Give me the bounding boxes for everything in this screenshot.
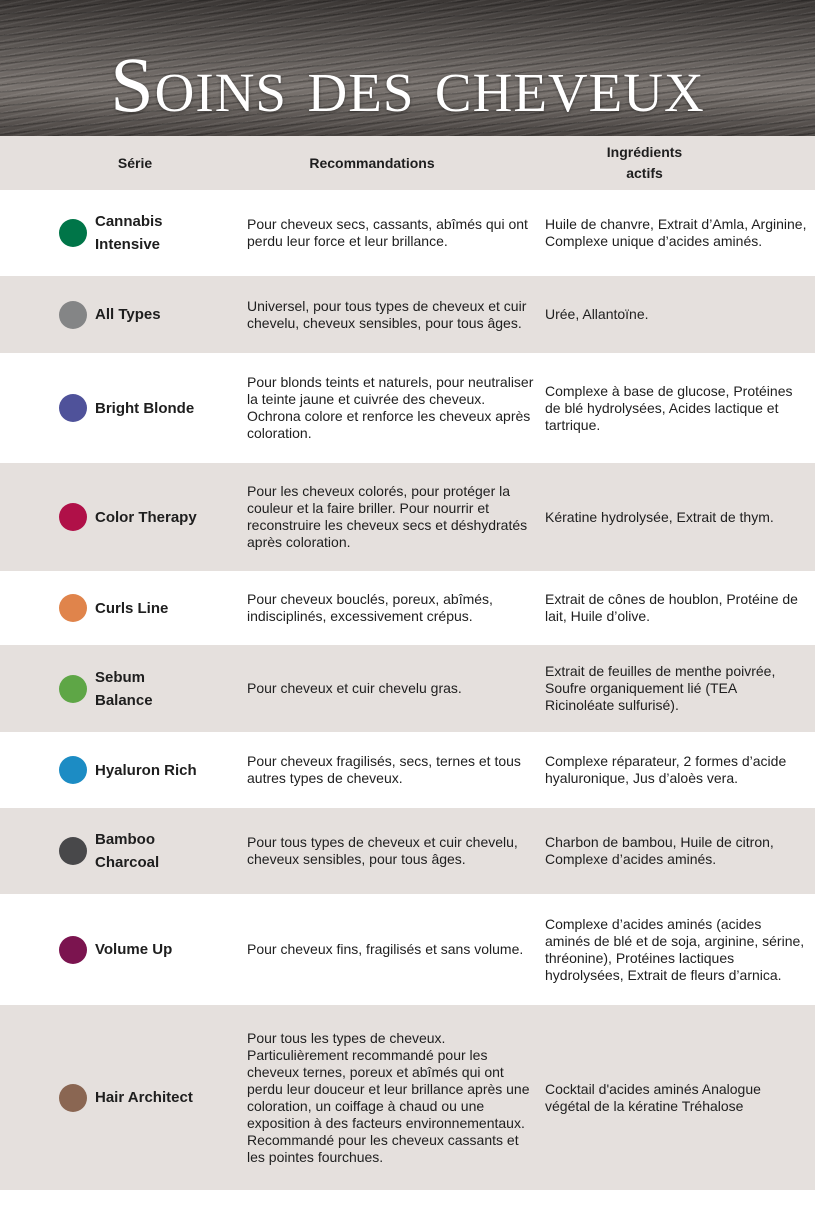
- table-row: [0, 894, 815, 1005]
- recommendation: Universel, pour tous types de cheveux et cuir chevelu, cheveux sensibles, pour tous âges.: [247, 297, 527, 331]
- recommendation: Pour cheveux fragilisés, secs, ternes et tous autres types de cheveux.: [247, 753, 521, 786]
- color-dot: [59, 837, 87, 865]
- ingredients: Huile de chanvre, Extrait d’Amla, Arginine, Complexe unique d’acides aminés.: [545, 216, 807, 249]
- recommendation: Pour cheveux secs, cassants, abîmés qui ont perdu leur force et leur brillance.: [247, 216, 528, 249]
- table-row: [0, 190, 815, 276]
- series-name: Color Therapy: [95, 508, 197, 526]
- series-name: Volume Up: [95, 941, 173, 958]
- header-banner: [0, 0, 815, 136]
- series-name: Curls Line: [95, 599, 169, 617]
- recommendation: Pour les cheveux colorés, pour protéger la couleur et la faire briller. Pour nourrir et reconstruire les cheveux secs et déshydratés après coloration.: [247, 483, 528, 550]
- table-row: [0, 808, 815, 894]
- series-name: Hyaluron Rich: [95, 761, 197, 779]
- ingredients: Urée, Allantoïne.: [545, 306, 649, 322]
- series-name: Hair Architect: [95, 1089, 193, 1106]
- header-recommandations: Recommandations: [309, 154, 435, 171]
- color-dot: [59, 301, 87, 329]
- ingredients: Complexe réparateur, 2 formes d’acide hyaluronique, Jus d’aloès vera.: [545, 753, 787, 786]
- table-row: [0, 645, 815, 732]
- series-name: Bright Blonde: [95, 399, 195, 417]
- ingredients: Kératine hydrolysée, Extrait de thym.: [545, 508, 774, 525]
- table-row: [0, 571, 815, 645]
- table-row: [0, 1005, 815, 1190]
- table-row: [0, 276, 815, 353]
- ingredients: Complexe à base de glucose, Protéines de blé hydrolysées, Acides lactique et tartrique.: [545, 382, 793, 433]
- recommendation: Pour tous types de cheveux et cuir chevelu, cheveux sensibles, pour tous âges.: [247, 834, 518, 867]
- page-title: Soins des cheveux: [110, 41, 705, 128]
- series-name: Bamboo Charcoal: [95, 831, 160, 871]
- series-name: Sebum Balance: [95, 668, 153, 709]
- ingredients: Extrait de feuilles de menthe poivrée, Soufre organiquement lié (TEA Ricinoléate sulfurisé).: [545, 663, 776, 713]
- series-name: All Types: [95, 306, 161, 323]
- table-row: [0, 463, 815, 571]
- color-dot: [59, 219, 87, 247]
- ingredients: Cocktail d'acides aminés Analogue végétal de la kératine Tréhalose: [545, 1080, 761, 1114]
- table-row: [0, 732, 815, 808]
- header-ingredients-label: Ingrédients actifs: [606, 144, 683, 181]
- color-dot: [59, 594, 87, 622]
- ingredients: Complexe d’acides aminés (acides aminés de blé et de soja, arginine, sérine, thréonine), Protéines lactiques hydrolysées, Extrait de fleurs d’arnica.: [545, 915, 805, 983]
- color-dot: [59, 503, 87, 531]
- recommendation: Pour cheveux fins, fragilisés et sans volume.: [247, 941, 524, 957]
- header-serie: Série: [117, 154, 153, 171]
- ingredients: Charbon de bambou, Huile de citron, Complexe d’acides aminés.: [545, 834, 774, 867]
- recommendation: Pour cheveux bouclés, poreux, abîmés, indisciplinés, excessivement crépus.: [247, 591, 493, 624]
- ingredients: Extrait de cônes de houblon, Protéine de lait, Huile d’olive.: [545, 591, 798, 624]
- color-dot: [59, 756, 87, 784]
- color-dot: [59, 1084, 87, 1112]
- color-dot: [59, 936, 87, 964]
- table-row: [0, 353, 815, 463]
- series-name: Cannabis Intensive: [95, 213, 163, 253]
- recommendation: Pour tous les types de cheveux. Particulièrement recommandé pour les cheveux ternes, poreux et abîmés qui ont perdu leur douceur et leur brillance après une coloration, un coiffage à chaud ou une exposition à des facteurs environnementaux. Recommandé pour les cheveux cassants et les pointes fourchues.: [247, 1029, 530, 1165]
- recommendation: Pour cheveux et cuir chevelu gras.: [247, 680, 462, 696]
- recommendation: Pour blonds teints et naturels, pour neutraliser la teinte jaune et cuivrée des cheveux. Ochrona colore et renforce les cheveux après coloration.: [247, 374, 534, 441]
- header-ingredients: [474, 142, 815, 184]
- color-dot: [59, 675, 87, 703]
- color-dot: [59, 394, 87, 422]
- products-table: [0, 136, 815, 1190]
- table-header: [0, 136, 815, 190]
